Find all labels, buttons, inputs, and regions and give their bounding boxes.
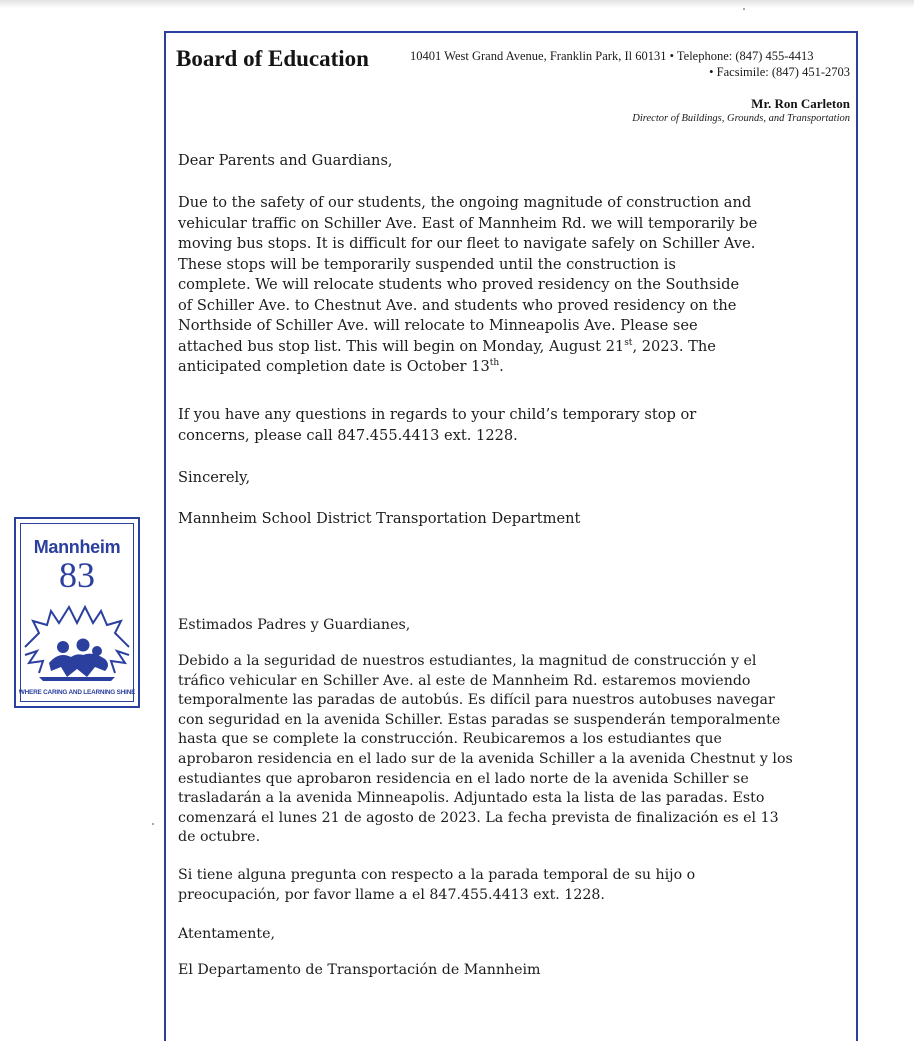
scan-speck xyxy=(743,8,745,10)
logo-tagline: WHERE CARING AND LEARNING SHINE xyxy=(18,689,136,696)
english-contact xyxy=(178,405,818,446)
english-body-text-3: . xyxy=(499,358,504,375)
english-body-paragraph xyxy=(178,193,818,378)
english-closing xyxy=(178,468,818,489)
english-body-text-1: Due to the safety of our students, the ongoing magnitude of construction and vehicular traffic on Schiller Ave. East of Mannheim Rd. we will temporarily be moving bus stops. It is difficult for our fleet to navigate safely on Schiller Ave. These stops will be temporarily suspended until the construction is complete. We will relocate students who proved residency on the Southside of Schiller Ave. to Chestnut Ave. and students who proved residency on the Northside of Schiller Ave. will relocate to Minneapolis Ave. Please see attached bus stop list. This will begin on Monday, August 21 xyxy=(178,194,758,355)
logo-number: 83 xyxy=(59,555,95,595)
logo-name: Mannheim xyxy=(33,537,121,557)
spanish-body-paragraph: Debido a la seguridad de nuestros estudiantes, la magnitud de construcción y el tráfico vehicular en Schiller Ave. al este de Mannheim Rd. estaremos moviendo temporalmente las paradas de autobús. Es difícil para nuestros autobuses navegar con seguridad en la avenida Schiller. Estas paradas se suspenderán temporalmente hasta que se complete la construcción. Reubicaremos a los estudiantes que aprobaron residencia en el lado sur de la avenida Schiller a la avenida Chestnut y los estudiantes que aprobaron residencia en el lado norte de la avenida Schiller se trasladarán a la avenida Minneapolis. Adjuntado esta la lista de las paradas. Esto comenzará el lunes 21 de agosto de 2023. La fecha prevista de finalización es el 13 de octubre. xyxy=(178,653,793,846)
organization-name: Board of Education xyxy=(176,46,369,71)
spanish-contact-paragraph: Si tiene alguna pregunta con respecto a la parada temporal de su hijo o preocupación, por favor llame a el 847.455.4413 ext. 1228. xyxy=(178,867,696,903)
english-body xyxy=(178,193,818,378)
english-body-text-2: , 2023. The anticipated completion date is October 13 xyxy=(178,337,716,375)
fax-line: • Facsimile: (847) 451-2703 xyxy=(709,65,850,79)
spanish-closing xyxy=(178,925,818,945)
address-phone-line: 10401 West Grand Avenue, Franklin Park, Il 60131 • Telephone: (847) 455-4413 xyxy=(410,49,814,63)
director-name: Mr. Ron Carleton xyxy=(751,96,850,111)
english-closing-text: Sincerely, xyxy=(178,469,251,486)
spanish-letter xyxy=(178,616,818,636)
scan-speck xyxy=(152,823,154,825)
page-top-shadow xyxy=(0,0,914,8)
english-contact-paragraph: If you have any questions in regards to your child’s temporary stop or concerns, please call 847.455.4413 ext. 1228. xyxy=(178,406,697,444)
spanish-contact xyxy=(178,866,818,905)
english-signature xyxy=(178,509,818,530)
spanish-salutation: Estimados Padres y Guardianes, xyxy=(178,617,411,633)
district-logo xyxy=(14,517,140,708)
english-body-sup-1: st xyxy=(624,337,633,348)
english-salutation: Dear Parents and Guardians, xyxy=(178,152,393,169)
spanish-signature xyxy=(178,961,818,981)
spanish-body xyxy=(178,652,818,848)
english-body-sup-2: th xyxy=(489,358,500,369)
director-title: Director of Buildings, Grounds, and Transportation xyxy=(632,113,850,124)
english-letter xyxy=(178,151,818,172)
sunburst-children-icon xyxy=(19,597,135,689)
spanish-closing-text: Atentamente, xyxy=(178,926,275,942)
spanish-signature-text: El Departamento de Transportación de Mannheim xyxy=(178,962,541,978)
english-signature-text: Mannheim School District Transportation Department xyxy=(178,510,581,527)
